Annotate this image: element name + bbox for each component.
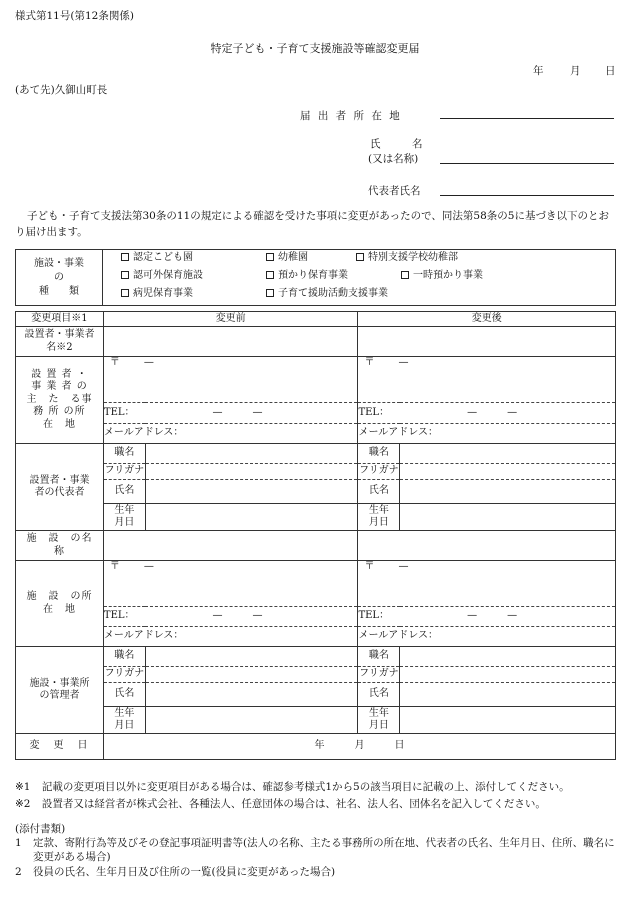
attachment-2	[15, 865, 620, 879]
rep-furigana-label-before: フリガナ	[103, 464, 145, 480]
attachment-2-text: 役員の氏名、生年月日及び住所の一覧(役員に変更があった場合)	[33, 866, 336, 878]
checkbox-icon	[266, 289, 274, 297]
representative-label: 代表者氏名	[368, 185, 421, 197]
facility-type-table	[15, 249, 616, 306]
note-1	[15, 780, 620, 794]
note-2-text: 設置者又は経営者が株式会社、各種法人、任意団体の場合は、社名、法人名、団体名を記入してください。	[41, 798, 546, 810]
facility-type-options	[103, 250, 616, 306]
change-table	[15, 311, 616, 760]
setter-email-after[interactable]	[358, 424, 616, 444]
col-header-item: 変更項目※1	[16, 312, 104, 327]
rep-name-label-before: 氏名	[103, 480, 145, 504]
facility-type-label	[16, 250, 103, 306]
postal-mark: 〒	[109, 357, 120, 368]
option-label: 認定こども園	[133, 252, 193, 263]
setter-name-before[interactable]	[103, 327, 358, 357]
option-label: 幼稚園	[278, 252, 308, 263]
tel-label: TEL：	[103, 406, 135, 418]
mgr-position-label-after: 職名	[358, 647, 400, 667]
rep-furigana-after[interactable]	[400, 464, 616, 480]
row-label-change-date: 変 更 日	[16, 734, 104, 760]
setter-tel-before[interactable]	[103, 403, 358, 424]
option-label: 子育て援助活動支援事業	[278, 288, 388, 299]
col-header-before: 変更前	[103, 312, 358, 327]
rep-furigana-before[interactable]	[145, 464, 358, 480]
postal-dash: —	[143, 561, 154, 572]
mgr-birth-label-before	[103, 707, 145, 734]
checkbox-icon	[121, 253, 129, 261]
facility-type-label-1: 施設・事業	[34, 257, 84, 269]
email-label: メールアドレス：	[358, 427, 438, 439]
option-kosodate[interactable]	[266, 288, 388, 301]
rep-position-before[interactable]	[145, 444, 358, 464]
facility-type-label-3: 種 類	[39, 285, 79, 297]
tel-label: TEL：	[358, 406, 390, 418]
row-label-setter-office: 設 置 者 ・事 業 者 の主 た る事 務 所 の所 在 地	[16, 357, 104, 444]
checkbox-icon	[401, 271, 409, 279]
tel-dashes: — —	[212, 406, 263, 418]
tel-dashes: — —	[212, 610, 263, 622]
addressee: (あて先)久御山町長	[15, 84, 108, 96]
rep-birth-label-after	[358, 504, 400, 531]
postal-dash: —	[398, 357, 409, 368]
setter-postal-before[interactable]	[103, 357, 358, 403]
mgr-furigana-after[interactable]	[400, 667, 616, 683]
setter-tel-after[interactable]	[358, 403, 616, 424]
checkbox-icon	[266, 253, 274, 261]
option-ninkagai[interactable]	[121, 270, 203, 283]
birth-label-2: 月日	[114, 517, 135, 528]
birth-label-1: 生年	[368, 505, 389, 516]
facility-postal-after[interactable]	[358, 561, 616, 607]
email-label: メールアドレス：	[103, 427, 184, 439]
birth-label-2: 月日	[114, 720, 135, 731]
col-header-after: 変更後	[358, 312, 616, 327]
option-ichiji[interactable]	[401, 270, 483, 283]
option-azukari[interactable]	[266, 270, 348, 283]
change-date-field[interactable]: 年 月 日	[103, 734, 615, 760]
mgr-position-after[interactable]	[400, 647, 616, 667]
option-tokubetsu[interactable]	[356, 252, 458, 265]
attachment-1-text: 定款、寄附行為等及びその登記事項証明書等(法人の名称、主たる事務所の所在地、代表者の氏名、生年月日、住所、職名に変更がある場合)	[33, 837, 615, 863]
checkbox-icon	[121, 289, 129, 297]
mgr-name-label-before: 氏名	[103, 683, 145, 707]
attachments-title: (添付書類)	[15, 823, 66, 835]
note-1-text: 記載の変更項目以外に変更項目がある場合は、確認参考様式1から5の該当項目に記載の上、添付してください。	[41, 781, 570, 793]
birth-label-2: 月日	[368, 720, 389, 731]
applicant-name-sub-label: (又は名称)	[368, 153, 419, 165]
postal-dash: —	[143, 357, 154, 368]
facility-tel-after[interactable]	[358, 607, 616, 627]
email-label: メールアドレス：	[103, 630, 184, 642]
row-label-setter-rep: 設置者・事業者の代表者	[16, 444, 104, 531]
postal-mark: 〒	[109, 561, 120, 572]
applicant-address-field[interactable]	[440, 118, 614, 119]
facility-email-before[interactable]	[103, 627, 358, 647]
date-month: 月	[570, 65, 581, 77]
birth-label-2: 月日	[368, 517, 389, 528]
rep-position-after[interactable]	[400, 444, 616, 464]
mgr-birth-label-after	[358, 707, 400, 734]
option-label: 一時預かり事業	[413, 270, 483, 281]
rep-birth-after[interactable]	[400, 504, 616, 531]
postal-dash: —	[398, 561, 409, 572]
note-1-mark: ※1	[15, 781, 31, 793]
applicant-name-label: 氏 名	[370, 138, 423, 150]
rep-furigana-label-after: フリガナ	[358, 464, 400, 480]
tel-label: TEL：	[358, 610, 390, 622]
rep-birth-label-before	[103, 504, 145, 531]
option-nintei[interactable]	[121, 252, 193, 265]
mgr-birth-before[interactable]	[145, 707, 358, 734]
form-number: 様式第11号(第12条関係)	[15, 10, 134, 22]
birth-label-1: 生年	[368, 708, 389, 719]
intro-text: 子ども・子育て支援法第30条の11の規定による確認を受けた事項に変更があったので、同法第58条の5に基づき以下のとおり届け出ます。	[15, 210, 609, 238]
rep-name-after[interactable]	[400, 480, 616, 504]
date-day: 日	[605, 65, 616, 77]
rep-position-label-after: 職名	[358, 444, 400, 464]
option-label: 特別支援学校幼稚部	[368, 252, 458, 263]
setter-email-before[interactable]	[103, 424, 358, 444]
mgr-position-label-before: 職名	[103, 647, 145, 667]
rep-name-label-after: 氏名	[358, 480, 400, 504]
attachment-1	[15, 836, 620, 864]
tel-dashes: — —	[467, 406, 518, 418]
note-2-mark: ※2	[15, 798, 31, 810]
option-youchien[interactable]	[266, 252, 308, 265]
option-label: 病児保育事業	[133, 288, 193, 299]
birth-label-1: 生年	[114, 708, 135, 719]
note-2	[15, 797, 620, 811]
mgr-birth-after[interactable]	[400, 707, 616, 734]
facility-name-after[interactable]	[358, 531, 616, 561]
mgr-name-after[interactable]	[400, 683, 616, 707]
applicant-name-field[interactable]	[440, 163, 614, 164]
email-label: メールアドレス：	[358, 630, 438, 642]
birth-label-1: 生年	[114, 505, 135, 516]
representative-field[interactable]	[440, 195, 614, 196]
facility-email-after[interactable]	[358, 627, 616, 647]
row-label-facility-address: 施 設 の所 在 地	[16, 561, 104, 647]
checkbox-icon	[356, 253, 364, 261]
form-title: 特定子ども・子育て支援施設等確認変更届	[210, 42, 420, 55]
attachment-1-mark: 1	[15, 837, 22, 849]
tel-label: TEL：	[103, 610, 135, 622]
facility-name-before[interactable]	[103, 531, 358, 561]
rep-name-before[interactable]	[145, 480, 358, 504]
mgr-furigana-before[interactable]	[145, 667, 358, 683]
setter-postal-after[interactable]	[358, 357, 616, 403]
facility-tel-before[interactable]	[103, 607, 358, 627]
postal-mark: 〒	[364, 561, 375, 572]
mgr-name-before[interactable]	[145, 683, 358, 707]
setter-name-after[interactable]	[358, 327, 616, 357]
row-label-manager: 施設・事業所の管理者	[16, 647, 104, 734]
mgr-furigana-label-after: フリガナ	[358, 667, 400, 683]
mgr-position-before[interactable]	[145, 647, 358, 667]
option-label: 認可外保育施設	[133, 270, 203, 281]
attachment-2-mark: 2	[15, 866, 22, 878]
checkbox-icon	[266, 271, 274, 279]
rep-position-label-before: 職名	[103, 444, 145, 464]
mgr-furigana-label-before: フリガナ	[103, 667, 145, 683]
facility-postal-before[interactable]	[103, 561, 358, 607]
checkbox-icon	[121, 271, 129, 279]
date-year: 年	[533, 65, 544, 77]
facility-type-label-2: の	[54, 271, 64, 283]
option-label: 預かり保育事業	[278, 270, 348, 281]
tel-dashes: — —	[467, 610, 518, 622]
applicant-address-label: 届 出 者 所 在 地	[300, 110, 402, 122]
rep-birth-before[interactable]	[145, 504, 358, 531]
row-label-setter-name: 設置者・事業者名※2	[16, 327, 104, 357]
option-byouji[interactable]	[121, 288, 193, 301]
row-label-facility-name: 施 設 の名 称	[16, 531, 104, 561]
mgr-name-label-after: 氏名	[358, 683, 400, 707]
postal-mark: 〒	[364, 357, 375, 368]
